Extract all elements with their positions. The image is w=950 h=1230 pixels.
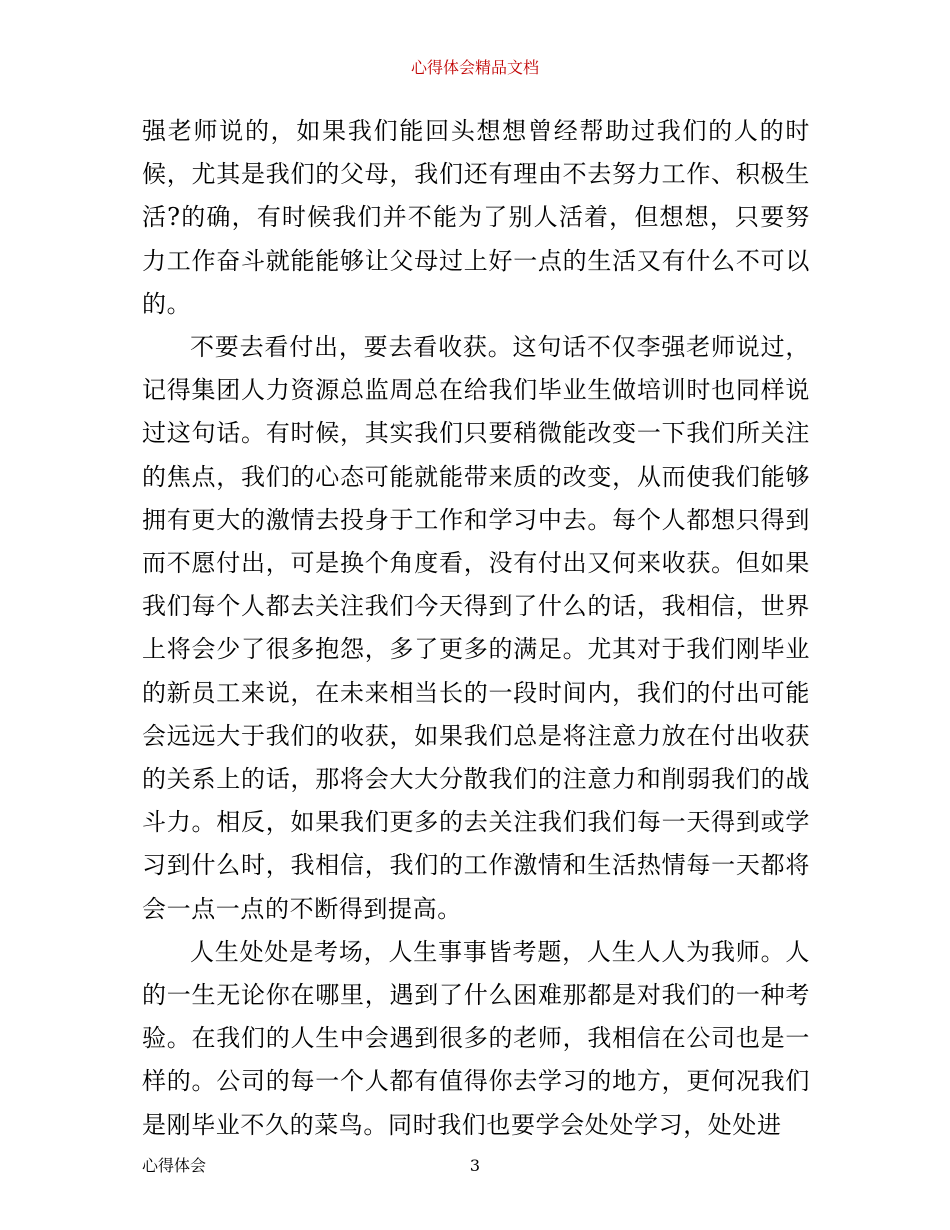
footer-label: 心得体会 [142, 1156, 207, 1175]
page-header-title: 心得体会精品文档 [410, 58, 539, 77]
page-number: 3 [469, 1156, 481, 1175]
paragraph-1: 强老师说的，如果我们能回头想想曾经帮助过我们的人的时候，尤其是我们的父母，我们还有理由不去努力工作、积极生活?的确，有时候我们并不能为了别人活着，但想想，只要努力工作奋斗就能能够让父母过上好一点的生活又有什么不可以的。 [142, 117, 810, 318]
paragraph-3: 人生处处是考场，人生事事皆考题，人生人人为我师。人的一生无论你在哪里，遇到了什么困难那都是对我们的一种考验。在我们的人生中会遇到很多的老师，我相信在公司也是一样的。公司的每一个人都有值得你去学习的地方，更何况我们是刚毕业不久的菜鸟。同时我们也要学会处处学习，处处进 [142, 937, 810, 1139]
document-body [142, 110, 810, 1147]
paragraph-2: 不要去看付出，要去看收获。这句话不仅李强老师说过，记得集团人力资源总监周总在给我们毕业生做培训时也同样说过这句话。有时候，其实我们只要稍微能改变一下我们所关注的焦点，我们的心态可能就能带来质的改变，从而使我们能够拥有更大的激情去投身于工作和学习中去。每个人都想只得到而不愿付出，可是换个角度看，没有付出又何来收获。但如果我们每个人都去关注我们今天得到了什么的话，我相信，世界上将会少了很多抱怨，多了更多的满足。尤其对于我们刚毕业的新员工来说，在未来相当长的一段时间内，我们的付出可能会远远大于我们的收获，如果我们总是将注意力放在付出收获的关系上的话，那将会大大分散我们的注意力和削弱我们的战斗力。相反，如果我们更多的去关注我们我们每一天得到或学习到什么时，我相信，我们的工作激情和生活热情每一天都将会一点一点的不断得到提高。 [142, 333, 810, 923]
